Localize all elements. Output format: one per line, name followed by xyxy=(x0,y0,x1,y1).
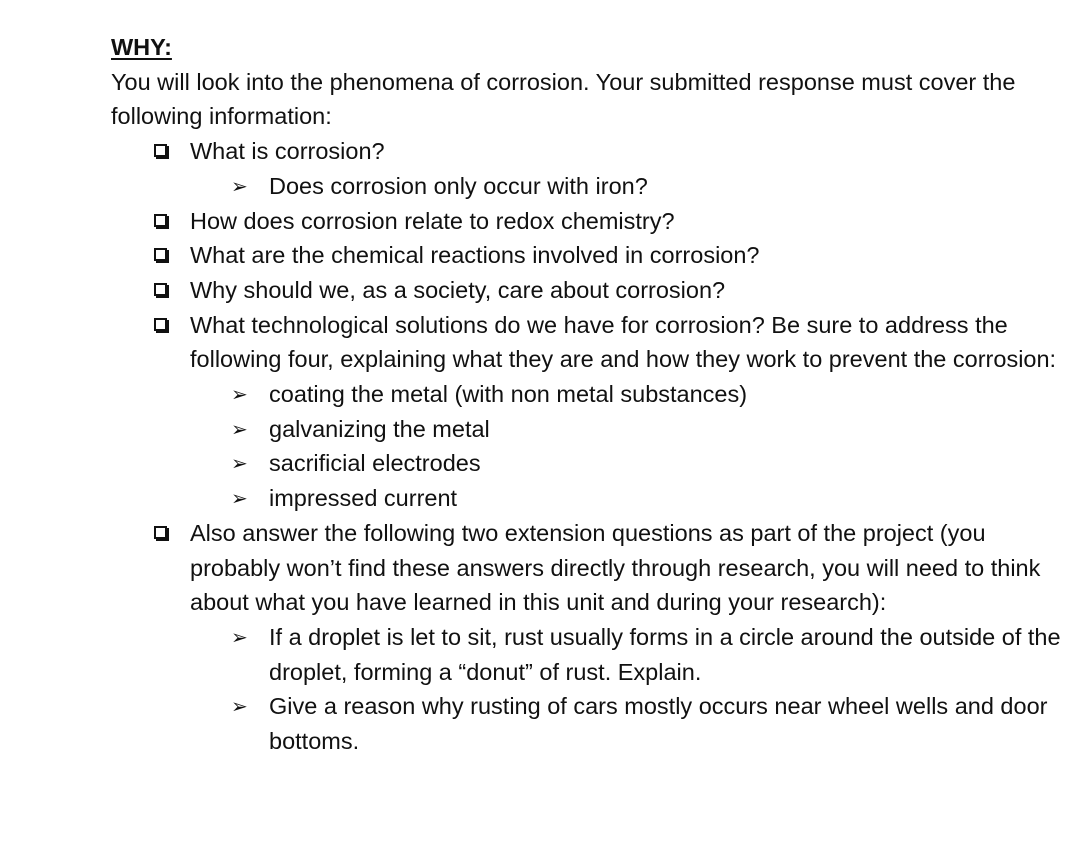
checklist-item-text: Also answer the following two extension questions as part of the project (you probably won’t find these answers directly through research, you will need to think about what you have learned in this unit and during your research): xyxy=(190,519,1041,616)
sub-list xyxy=(190,620,1061,759)
arrow-bullet-icon: ➢ xyxy=(231,486,248,511)
sub-list xyxy=(190,169,1061,204)
sub-list xyxy=(190,377,1061,516)
checkbox-icon xyxy=(154,214,167,227)
checklist-item xyxy=(111,238,1061,273)
checkbox-icon xyxy=(154,526,167,539)
checklist-item xyxy=(111,204,1061,239)
arrow-bullet-icon: ➢ xyxy=(231,173,248,198)
arrow-bullet-icon: ➢ xyxy=(231,694,248,719)
sub-list-item xyxy=(190,377,1061,412)
sub-list-item xyxy=(190,169,1061,204)
sub-list-item-text: Does corrosion only occur with iron? xyxy=(269,172,648,199)
intro-paragraph: You will look into the phenomena of corrosion. Your submitted response must cover the following information: xyxy=(111,68,1016,130)
sub-list-item xyxy=(190,689,1061,758)
checklist xyxy=(111,134,1061,759)
checklist-item xyxy=(111,308,1061,516)
checklist-item-text: How does corrosion relate to redox chemistry? xyxy=(190,207,675,234)
checklist-item-text: What are the chemical reactions involved in corrosion? xyxy=(190,242,760,269)
arrow-bullet-icon: ➢ xyxy=(231,451,248,476)
checkbox-icon xyxy=(154,248,167,261)
sub-list-item-text: galvanizing the metal xyxy=(269,415,490,442)
sub-list-item-text: If a droplet is let to sit, rust usually forms in a circle around the outside of the droplet, forming a “donut” of rust. Explain. xyxy=(269,623,1061,685)
arrow-bullet-icon: ➢ xyxy=(231,382,248,407)
checkbox-icon xyxy=(154,318,167,331)
document-body xyxy=(111,30,1061,759)
checklist-item-text: What is corrosion? xyxy=(190,138,385,165)
sub-list-item xyxy=(190,446,1061,481)
checklist-item xyxy=(111,134,1061,203)
section-heading: WHY: xyxy=(111,34,172,60)
checklist-item-text: Why should we, as a society, care about corrosion? xyxy=(190,276,726,303)
checklist-item xyxy=(111,516,1061,759)
arrow-bullet-icon: ➢ xyxy=(231,416,248,441)
sub-list-item-text: coating the metal (with non metal substances) xyxy=(269,381,748,408)
sub-list-item xyxy=(190,620,1061,689)
arrow-bullet-icon: ➢ xyxy=(231,624,248,649)
sub-list-item-text: impressed current xyxy=(269,485,458,512)
sub-list-item-text: Give a reason why rusting of cars mostly occurs near wheel wells and door bottoms. xyxy=(269,693,1048,755)
sub-list-item xyxy=(190,481,1061,516)
checkbox-icon xyxy=(154,144,167,157)
checkbox-icon xyxy=(154,283,167,296)
checklist-item xyxy=(111,273,1061,308)
checklist-item-text: What technological solutions do we have for corrosion? Be sure to address the following four, explaining what they are and how they work to prevent the corrosion: xyxy=(190,311,1057,373)
sub-list-item-text: sacrificial electrodes xyxy=(269,450,481,477)
sub-list-item xyxy=(190,412,1061,447)
